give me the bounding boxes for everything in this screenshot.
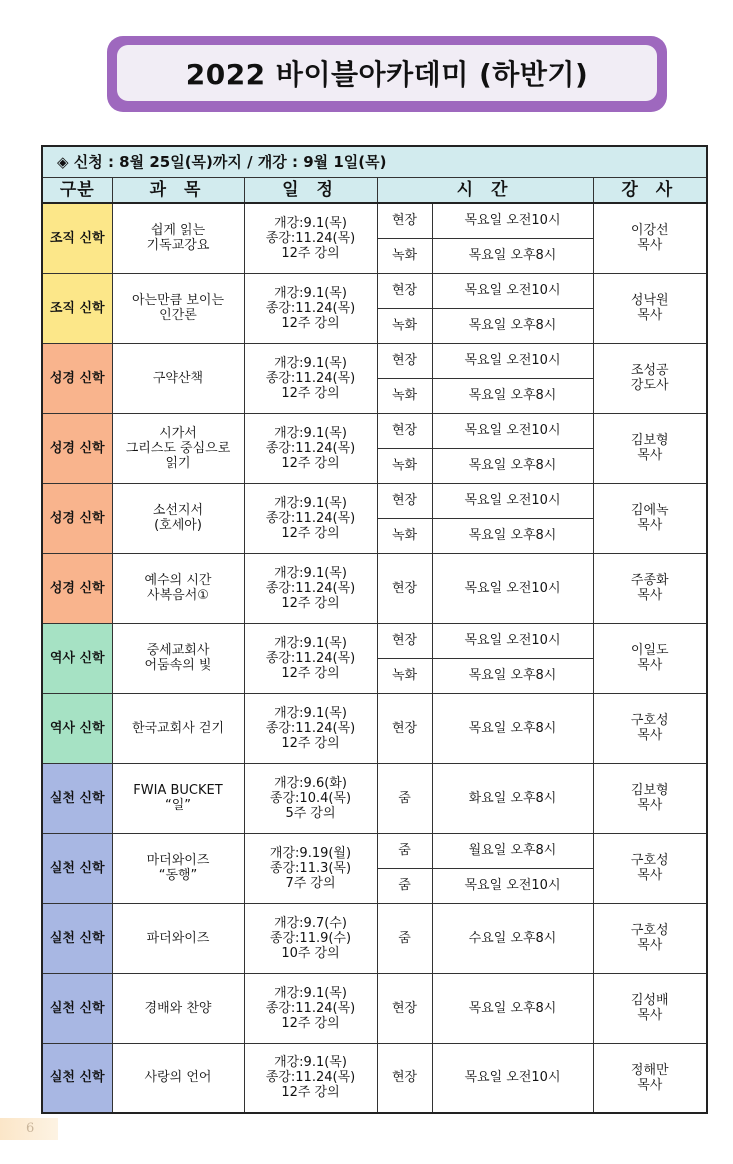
- category-cell: 역사 신학: [42, 693, 112, 763]
- instructor-cell: 김에녹 목사: [593, 483, 707, 553]
- schedule-cell: 개강:9.1(목) 종강:11.24(목) 12주 강의: [244, 973, 377, 1043]
- table-row: [42, 273, 707, 308]
- course-cell: 소선지서 (호세아): [112, 483, 244, 553]
- header-category: 구분: [42, 178, 112, 204]
- schedule-cell: 개강:9.1(목) 종강:11.24(목) 12주 강의: [244, 693, 377, 763]
- session-time-cell: 목요일 오후8시: [432, 518, 593, 553]
- category-cell: 성경 신학: [42, 553, 112, 623]
- category-cell: 실천 신학: [42, 1043, 112, 1113]
- course-cell: 구약산책: [112, 343, 244, 413]
- table-row: [42, 973, 707, 1043]
- category-cell: 조직 신학: [42, 203, 112, 273]
- session-type-cell: 녹화: [377, 378, 432, 413]
- header-schedule: 일 정: [244, 178, 377, 204]
- category-cell: 실천 신학: [42, 763, 112, 833]
- notice-text: ◈ 신청 : 8월 25일(목)까지 / 개강 : 9월 1일(목): [42, 146, 707, 178]
- table-row: [42, 203, 707, 238]
- session-type-cell: 현장: [377, 553, 432, 623]
- session-type-cell: 현장: [377, 273, 432, 308]
- schedule-cell: 개강:9.1(목) 종강:11.24(목) 12주 강의: [244, 553, 377, 623]
- session-type-cell: 녹화: [377, 308, 432, 343]
- instructor-cell: 이강선 목사: [593, 203, 707, 273]
- schedule-cell: 개강:9.1(목) 종강:11.24(목) 12주 강의: [244, 413, 377, 483]
- category-cell: 성경 신학: [42, 413, 112, 483]
- instructor-cell: 구호성 목사: [593, 693, 707, 763]
- notice-row: [42, 146, 707, 178]
- course-cell: 파더와이즈: [112, 903, 244, 973]
- session-time-cell: 월요일 오후8시: [432, 833, 593, 868]
- header-time: 시 간: [377, 178, 593, 204]
- category-cell: 조직 신학: [42, 273, 112, 343]
- session-time-cell: 수요일 오후8시: [432, 903, 593, 973]
- page-title: 2022 바이블아카데미 (하반기): [117, 45, 657, 101]
- schedule-cell: 개강:9.1(목) 종강:11.24(목) 12주 강의: [244, 623, 377, 693]
- session-type-cell: 녹화: [377, 238, 432, 273]
- table-row: [42, 343, 707, 378]
- header-instructor: 강 사: [593, 178, 707, 204]
- instructor-cell: 구호성 목사: [593, 903, 707, 973]
- session-type-cell: 현장: [377, 343, 432, 378]
- schedule-cell: 개강:9.19(월) 종강:11.3(목) 7주 강의: [244, 833, 377, 903]
- table-row: [42, 763, 707, 833]
- table-row: [42, 833, 707, 868]
- session-type-cell: 녹화: [377, 658, 432, 693]
- category-cell: 실천 신학: [42, 833, 112, 903]
- session-time-cell: 화요일 오후8시: [432, 763, 593, 833]
- session-time-cell: 목요일 오후8시: [432, 973, 593, 1043]
- session-type-cell: 현장: [377, 203, 432, 238]
- session-time-cell: 목요일 오전10시: [432, 623, 593, 658]
- table-row: [42, 483, 707, 518]
- instructor-cell: 구호성 목사: [593, 833, 707, 903]
- category-cell: 역사 신학: [42, 623, 112, 693]
- session-type-cell: 현장: [377, 693, 432, 763]
- session-time-cell: 목요일 오전10시: [432, 868, 593, 903]
- table-row: [42, 413, 707, 448]
- schedule-table: [41, 145, 708, 1114]
- course-cell: 경배와 찬양: [112, 973, 244, 1043]
- session-time-cell: 목요일 오전10시: [432, 413, 593, 448]
- table-row: [42, 623, 707, 658]
- instructor-cell: 이일도 목사: [593, 623, 707, 693]
- session-type-cell: 현장: [377, 413, 432, 448]
- course-cell: 한국교회사 걷기: [112, 693, 244, 763]
- category-cell: 성경 신학: [42, 343, 112, 413]
- course-cell: 아는만큼 보이는 인간론: [112, 273, 244, 343]
- session-time-cell: 목요일 오전10시: [432, 1043, 593, 1113]
- table-row: [42, 553, 707, 623]
- session-type-cell: 녹화: [377, 448, 432, 483]
- schedule-cell: 개강:9.6(화) 종강:10.4(목) 5주 강의: [244, 763, 377, 833]
- session-type-cell: 현장: [377, 973, 432, 1043]
- session-time-cell: 목요일 오전10시: [432, 273, 593, 308]
- session-time-cell: 목요일 오후8시: [432, 378, 593, 413]
- session-type-cell: 녹화: [377, 518, 432, 553]
- table-row: [42, 1043, 707, 1113]
- title-banner: [107, 36, 667, 112]
- course-cell: 사랑의 언어: [112, 1043, 244, 1113]
- category-cell: 성경 신학: [42, 483, 112, 553]
- schedule-cell: 개강:9.1(목) 종강:11.24(목) 12주 강의: [244, 483, 377, 553]
- session-time-cell: 목요일 오후8시: [432, 658, 593, 693]
- session-time-cell: 목요일 오전10시: [432, 203, 593, 238]
- session-type-cell: 현장: [377, 1043, 432, 1113]
- session-time-cell: 목요일 오전10시: [432, 343, 593, 378]
- schedule-cell: 개강:9.1(목) 종강:11.24(목) 12주 강의: [244, 273, 377, 343]
- category-cell: 실천 신학: [42, 903, 112, 973]
- session-time-cell: 목요일 오전10시: [432, 553, 593, 623]
- header-course: 과 목: [112, 178, 244, 204]
- session-time-cell: 목요일 오후8시: [432, 693, 593, 763]
- instructor-cell: 성낙원 목사: [593, 273, 707, 343]
- course-cell: 예수의 시간 사복음서①: [112, 553, 244, 623]
- schedule-cell: 개강:9.1(목) 종강:11.24(목) 12주 강의: [244, 1043, 377, 1113]
- instructor-cell: 김성배 목사: [593, 973, 707, 1043]
- table-row: [42, 903, 707, 973]
- session-type-cell: 줌: [377, 868, 432, 903]
- schedule-cell: 개강:9.1(목) 종강:11.24(목) 12주 강의: [244, 203, 377, 273]
- session-time-cell: 목요일 오후8시: [432, 238, 593, 273]
- schedule-cell: 개강:9.7(수) 종강:11.9(수) 10주 강의: [244, 903, 377, 973]
- session-type-cell: 줌: [377, 903, 432, 973]
- course-cell: 중세교회사 어둠속의 빛: [112, 623, 244, 693]
- instructor-cell: 정해만 목사: [593, 1043, 707, 1113]
- header-row: [42, 178, 707, 204]
- instructor-cell: 김보형 목사: [593, 413, 707, 483]
- table-row: [42, 693, 707, 763]
- course-cell: 마더와이즈 “동행”: [112, 833, 244, 903]
- instructor-cell: 주종화 목사: [593, 553, 707, 623]
- session-time-cell: 목요일 오전10시: [432, 483, 593, 518]
- session-type-cell: 현장: [377, 483, 432, 518]
- category-cell: 실천 신학: [42, 973, 112, 1043]
- session-type-cell: 현장: [377, 623, 432, 658]
- instructor-cell: 조성공 강도사: [593, 343, 707, 413]
- schedule-cell: 개강:9.1(목) 종강:11.24(목) 12주 강의: [244, 343, 377, 413]
- course-cell: FWIA BUCKET “일”: [112, 763, 244, 833]
- session-type-cell: 줌: [377, 763, 432, 833]
- course-cell: 시가서 그리스도 중심으로 읽기: [112, 413, 244, 483]
- session-time-cell: 목요일 오후8시: [432, 308, 593, 343]
- instructor-cell: 김보형 목사: [593, 763, 707, 833]
- page-number: 6: [0, 1118, 58, 1140]
- session-type-cell: 줌: [377, 833, 432, 868]
- session-time-cell: 목요일 오후8시: [432, 448, 593, 483]
- course-cell: 쉽게 읽는 기독교강요: [112, 203, 244, 273]
